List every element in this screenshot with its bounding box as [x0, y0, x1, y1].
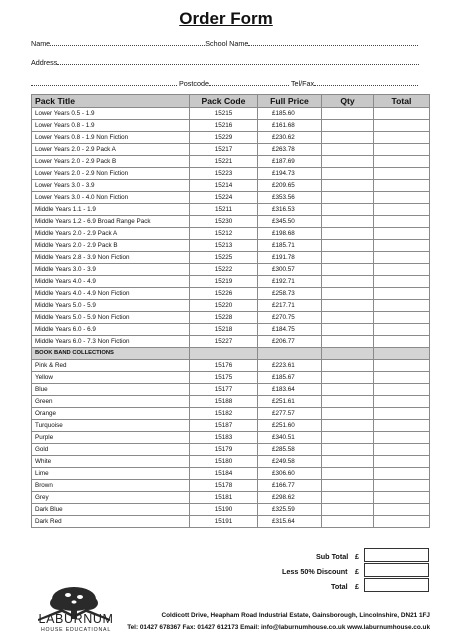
pack-title-cell: Lower Years 2.0 - 2.9 Pack B [32, 156, 190, 168]
pack-code-cell: 15214 [190, 180, 258, 192]
table-row [32, 288, 430, 300]
pack-code-cell: 15183 [190, 432, 258, 444]
qty-cell[interactable] [322, 480, 374, 492]
total-cell[interactable] [374, 456, 430, 468]
company-address: Coldicott Drive, Heapham Road Industrial Estate, Gainsborough, Lincolnshire, DN21 1FJ [161, 612, 430, 619]
table-row [32, 504, 430, 516]
name-label: Name [31, 39, 51, 48]
pack-title-cell: Pink & Red [32, 360, 190, 372]
full-price-cell: £185.60 [258, 108, 322, 120]
pack-title-cell: Dark Red [32, 516, 190, 528]
pack-title-cell: Purple [32, 432, 190, 444]
total-cell[interactable] [374, 516, 430, 528]
pack-title-cell: Lime [32, 468, 190, 480]
full-price-cell: £217.71 [258, 300, 322, 312]
full-price-cell: £251.60 [258, 420, 322, 432]
qty-cell[interactable] [322, 192, 374, 204]
table-row [32, 324, 430, 336]
table-row [32, 168, 430, 180]
table-row [32, 360, 430, 372]
qty-cell[interactable] [322, 132, 374, 144]
full-price-cell: £206.77 [258, 336, 322, 348]
total-label: Total [331, 582, 348, 591]
table-row [32, 492, 430, 504]
discount-box[interactable] [364, 563, 429, 577]
total-cell[interactable] [374, 168, 430, 180]
pack-code-cell: 15222 [190, 264, 258, 276]
qty-cell[interactable] [322, 372, 374, 384]
pack-title-cell: Lower Years 2.0 - 2.9 Pack A [32, 144, 190, 156]
header-total: Total [374, 95, 430, 108]
pack-title-cell: Middle Years 3.0 - 3.9 [32, 264, 190, 276]
qty-cell[interactable] [322, 420, 374, 432]
total-cell[interactable] [374, 192, 430, 204]
total-cell[interactable] [374, 156, 430, 168]
total-cell[interactable] [374, 108, 430, 120]
header-pack-code: Pack Code [190, 95, 258, 108]
address-line2-field[interactable] [31, 80, 177, 86]
total-cell[interactable] [374, 204, 430, 216]
qty-cell[interactable] [322, 168, 374, 180]
table-row [32, 300, 430, 312]
pack-title-cell: Lower Years 0.8 - 1.9 Non Fiction [32, 132, 190, 144]
pack-code-cell: 15187 [190, 420, 258, 432]
full-price-cell: £192.71 [258, 276, 322, 288]
qty-cell[interactable] [322, 216, 374, 228]
qty-cell[interactable] [322, 264, 374, 276]
laburnum-tree-logo [28, 575, 120, 635]
total-cell[interactable] [374, 480, 430, 492]
table-row [32, 396, 430, 408]
pack-title-cell: Blue [32, 384, 190, 396]
school-label: School Name [205, 39, 249, 48]
pack-title-cell: Middle Years 5.0 - 5.9 Non Fiction [32, 312, 190, 324]
full-price-cell: £209.65 [258, 180, 322, 192]
total-cell[interactable] [374, 468, 430, 480]
pack-title-cell: Dark Blue [32, 504, 190, 516]
section-row-book-band [32, 348, 430, 360]
table-row [32, 480, 430, 492]
pack-code-cell: 15216 [190, 120, 258, 132]
telfax-field[interactable] [314, 80, 418, 86]
pack-title-cell: Grey [32, 492, 190, 504]
pack-title-cell: Green [32, 396, 190, 408]
full-price-cell: £187.69 [258, 156, 322, 168]
total-cell[interactable] [374, 432, 430, 444]
postcode-tel-line[interactable] [31, 79, 423, 88]
total-currency: £ [355, 582, 359, 591]
pack-code-cell: 15215 [190, 108, 258, 120]
qty-cell[interactable] [322, 456, 374, 468]
full-price-cell: £345.50 [258, 216, 322, 228]
full-price-cell: £185.71 [258, 240, 322, 252]
table-row [32, 516, 430, 528]
table-row [32, 312, 430, 324]
qty-cell[interactable] [322, 300, 374, 312]
school-field[interactable] [248, 40, 418, 46]
qty-cell[interactable] [322, 432, 374, 444]
total-cell[interactable] [374, 504, 430, 516]
address-field[interactable] [57, 59, 419, 65]
pack-code-cell: 15225 [190, 252, 258, 264]
pack-title-cell: Middle Years 2.0 - 2.9 Pack A [32, 228, 190, 240]
pack-code-cell: 15180 [190, 456, 258, 468]
total-cell[interactable] [374, 264, 430, 276]
section-empty-cell [258, 348, 322, 360]
pack-title-cell: Lower Years 2.0 - 2.9 Non Fiction [32, 168, 190, 180]
full-price-cell: £251.61 [258, 396, 322, 408]
qty-cell[interactable] [322, 120, 374, 132]
full-price-cell: £161.68 [258, 120, 322, 132]
pack-code-cell: 15184 [190, 468, 258, 480]
pack-code-cell: 15224 [190, 192, 258, 204]
pack-title-cell: Middle Years 6.0 - 6.9 [32, 324, 190, 336]
pack-title-cell: Lower Years 3.0 - 4.0 Non Fiction [32, 192, 190, 204]
order-table [31, 94, 430, 528]
qty-cell[interactable] [322, 360, 374, 372]
table-row [32, 336, 430, 348]
total-cell[interactable] [374, 300, 430, 312]
qty-cell[interactable] [322, 228, 374, 240]
full-price-cell: £184.75 [258, 324, 322, 336]
pack-code-cell: 15181 [190, 492, 258, 504]
total-cell[interactable] [374, 144, 430, 156]
full-price-cell: £223.61 [258, 360, 322, 372]
address-label: Address [31, 58, 58, 67]
full-price-cell: £191.78 [258, 252, 322, 264]
full-price-cell: £298.62 [258, 492, 322, 504]
pack-code-cell: 15211 [190, 204, 258, 216]
qty-cell[interactable] [322, 312, 374, 324]
pack-code-cell: 15182 [190, 408, 258, 420]
full-price-cell: £325.59 [258, 504, 322, 516]
full-price-cell: £194.73 [258, 168, 322, 180]
qty-cell[interactable] [322, 288, 374, 300]
table-row [32, 444, 430, 456]
pack-code-cell: 15221 [190, 156, 258, 168]
total-box[interactable] [364, 578, 429, 592]
header-pack-title: Pack Title [32, 95, 190, 108]
table-header-row [32, 95, 430, 108]
pack-title-cell: Middle Years 4.0 - 4.9 [32, 276, 190, 288]
full-price-cell: £340.51 [258, 432, 322, 444]
total-cell[interactable] [374, 180, 430, 192]
pack-title-cell: Lower Years 0.8 - 1.9 [32, 120, 190, 132]
table-row [32, 276, 430, 288]
table-row [32, 108, 430, 120]
pack-code-cell: 15218 [190, 324, 258, 336]
table-row [32, 180, 430, 192]
table-row [32, 468, 430, 480]
full-price-cell: £166.77 [258, 480, 322, 492]
total-cell[interactable] [374, 492, 430, 504]
total-cell[interactable] [374, 252, 430, 264]
table-row [32, 132, 430, 144]
pack-code-cell: 15177 [190, 384, 258, 396]
qty-cell[interactable] [322, 324, 374, 336]
total-cell[interactable] [374, 408, 430, 420]
total-cell[interactable] [374, 420, 430, 432]
table-row [32, 228, 430, 240]
pack-code-cell: 15190 [190, 504, 258, 516]
pack-title-cell: Lower Years 3.0 - 3.9 [32, 180, 190, 192]
pack-code-cell: 15179 [190, 444, 258, 456]
total-cell[interactable] [374, 312, 430, 324]
pack-code-cell: 15219 [190, 276, 258, 288]
section-empty-cell [322, 348, 374, 360]
pack-title-cell: Middle Years 2.0 - 2.9 Pack B [32, 240, 190, 252]
pack-code-cell: 15227 [190, 336, 258, 348]
qty-cell[interactable] [322, 204, 374, 216]
qty-cell[interactable] [322, 276, 374, 288]
full-price-cell: £183.64 [258, 384, 322, 396]
total-cell[interactable] [374, 336, 430, 348]
header-qty: Qty [322, 95, 374, 108]
table-row [32, 456, 430, 468]
brand-subtitle: HOUSE EDUCATIONAL [41, 627, 111, 633]
pack-title-cell: Middle Years 6.0 - 7.3 Non Fiction [32, 336, 190, 348]
pack-code-cell: 15230 [190, 216, 258, 228]
full-price-cell: £185.67 [258, 372, 322, 384]
total-cell[interactable] [374, 228, 430, 240]
full-price-cell: £300.57 [258, 264, 322, 276]
total-cell[interactable] [374, 276, 430, 288]
total-cell[interactable] [374, 372, 430, 384]
pack-title-cell: Middle Years 4.0 - 4.9 Non Fiction [32, 288, 190, 300]
full-price-cell: £353.56 [258, 192, 322, 204]
discount-currency: £ [355, 567, 359, 576]
total-cell[interactable] [374, 240, 430, 252]
qty-cell[interactable] [322, 108, 374, 120]
total-cell[interactable] [374, 384, 430, 396]
full-price-cell: £306.60 [258, 468, 322, 480]
table-row [32, 408, 430, 420]
discount-label: Less 50% Discount [282, 567, 348, 576]
pack-title-cell: Yellow [32, 372, 190, 384]
pack-title-cell: Turquoise [32, 420, 190, 432]
total-cell[interactable] [374, 396, 430, 408]
full-price-cell: £258.73 [258, 288, 322, 300]
qty-cell[interactable] [322, 516, 374, 528]
table-row [32, 156, 430, 168]
full-price-cell: £315.64 [258, 516, 322, 528]
pack-title-cell: Orange [32, 408, 190, 420]
table-row [32, 432, 430, 444]
company-contact: Tel: 01427 678367 Fax: 01427 612173 Email: info@laburnumhouse.co.uk www.laburnumhouse.co.uk [127, 624, 430, 631]
pack-title-cell: Middle Years 1.1 - 1.9 [32, 204, 190, 216]
pack-code-cell: 15213 [190, 240, 258, 252]
name-field[interactable] [50, 40, 205, 46]
pack-title-cell: Lower Years 0.5 - 1.9 [32, 108, 190, 120]
total-cell[interactable] [374, 216, 430, 228]
pack-code-cell: 15229 [190, 132, 258, 144]
qty-cell[interactable] [322, 444, 374, 456]
table-row [32, 120, 430, 132]
table-row [32, 216, 430, 228]
qty-cell[interactable] [322, 144, 374, 156]
form-title: Order Form [179, 9, 273, 28]
qty-cell[interactable] [322, 396, 374, 408]
total-cell[interactable] [374, 120, 430, 132]
pack-code-cell: 15217 [190, 144, 258, 156]
full-price-cell: £270.75 [258, 312, 322, 324]
pack-code-cell: 15220 [190, 300, 258, 312]
subtotal-box[interactable] [364, 548, 429, 562]
qty-cell[interactable] [322, 384, 374, 396]
full-price-cell: £230.62 [258, 132, 322, 144]
postcode-field[interactable] [209, 80, 289, 86]
pack-title-cell: White [32, 456, 190, 468]
table-row [32, 372, 430, 384]
table-row [32, 384, 430, 396]
pack-code-cell: 15226 [190, 288, 258, 300]
total-cell[interactable] [374, 288, 430, 300]
pack-title-cell: Middle Years 1.2 - 6.9 Broad Range Pack [32, 216, 190, 228]
pack-code-cell: 15228 [190, 312, 258, 324]
total-cell[interactable] [374, 360, 430, 372]
section-empty-cell [374, 348, 430, 360]
qty-cell[interactable] [322, 468, 374, 480]
postcode-label: Postcode [179, 79, 209, 88]
qty-cell[interactable] [322, 492, 374, 504]
table-row [32, 420, 430, 432]
table-row [32, 204, 430, 216]
name-school-line[interactable] [31, 39, 423, 48]
pack-title-cell: Middle Years 2.8 - 3.9 Non Fiction [32, 252, 190, 264]
qty-cell[interactable] [322, 408, 374, 420]
table-row [32, 192, 430, 204]
total-cell[interactable] [374, 132, 430, 144]
qty-cell[interactable] [322, 240, 374, 252]
full-price-cell: £249.58 [258, 456, 322, 468]
section-empty-cell [190, 348, 258, 360]
total-cell[interactable] [374, 444, 430, 456]
full-price-cell: £285.58 [258, 444, 322, 456]
pack-code-cell: 15223 [190, 168, 258, 180]
telfax-label: Tel/Fax [290, 79, 315, 88]
table-row [32, 144, 430, 156]
qty-cell[interactable] [322, 504, 374, 516]
full-price-cell: £316.53 [258, 204, 322, 216]
total-cell[interactable] [374, 324, 430, 336]
qty-cell[interactable] [322, 252, 374, 264]
table-row [32, 240, 430, 252]
pack-code-cell: 15176 [190, 360, 258, 372]
header-full-price: Full Price [258, 95, 322, 108]
pack-code-cell: 15212 [190, 228, 258, 240]
subtotal-currency: £ [355, 552, 359, 561]
table-row [32, 264, 430, 276]
qty-cell[interactable] [322, 336, 374, 348]
pack-code-cell: 15178 [190, 480, 258, 492]
table-row [32, 252, 430, 264]
full-price-cell: £198.68 [258, 228, 322, 240]
pack-title-cell: Gold [32, 444, 190, 456]
address-line[interactable] [31, 58, 423, 67]
pack-code-cell: 15175 [190, 372, 258, 384]
qty-cell[interactable] [322, 156, 374, 168]
subtotal-label: Sub Total [316, 552, 349, 561]
pack-title-cell: Brown [32, 480, 190, 492]
full-price-cell: £263.78 [258, 144, 322, 156]
brand-name: LABURNUM [38, 612, 114, 626]
pack-code-cell: 15188 [190, 396, 258, 408]
full-price-cell: £277.57 [258, 408, 322, 420]
pack-code-cell: 15191 [190, 516, 258, 528]
section-label: BOOK BAND COLLECTIONS [32, 348, 190, 360]
qty-cell[interactable] [322, 180, 374, 192]
pack-title-cell: Middle Years 5.0 - 5.9 [32, 300, 190, 312]
